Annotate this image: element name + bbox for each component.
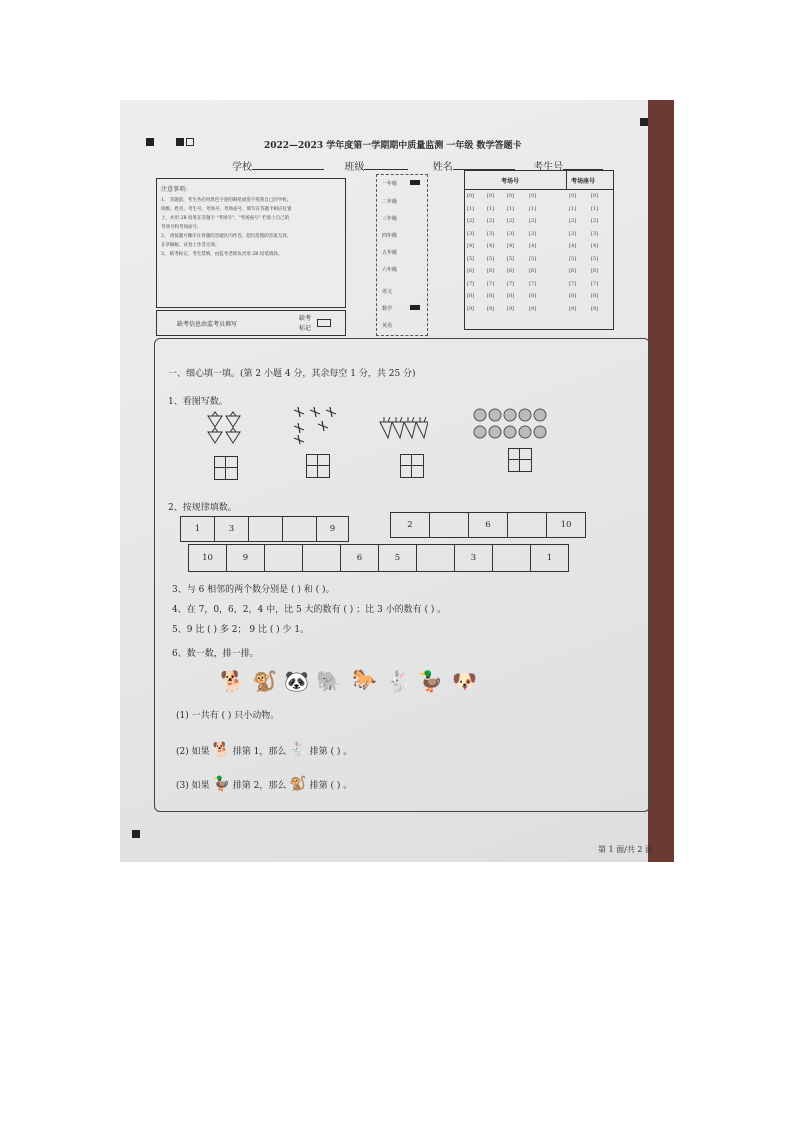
digit-bubble[interactable]: [9] [529, 305, 537, 312]
monkey-icon: 🐒 [252, 669, 277, 693]
digit-bubble[interactable]: [0] [487, 193, 495, 199]
digit-bubble[interactable]: [3] [591, 230, 599, 237]
digit-bubble[interactable]: [6] [591, 268, 599, 274]
alignment-mark [640, 118, 648, 126]
digit-bubble[interactable]: [8] [569, 293, 577, 299]
digit-bubble[interactable]: [7] [529, 280, 537, 287]
absent-info-box [156, 310, 346, 336]
notice-line: 上，并用 2B 铅笔在答题卡 "考场号"、"考场座号" 栏涂上自己的 [161, 216, 290, 221]
alignment-mark [176, 138, 184, 146]
digit-bubble[interactable]: [2] [487, 218, 495, 224]
sequence-cell: 6 [341, 545, 379, 571]
sequence-row-2 [390, 512, 586, 538]
digit-bubble[interactable]: [0] [507, 193, 515, 199]
grade-filled-mark[interactable] [410, 180, 420, 185]
digit-bubble[interactable]: [6] [569, 268, 577, 274]
sequence-cell: 6 [469, 513, 508, 537]
alignment-mark [186, 138, 194, 146]
digit-bubble[interactable]: [3] [487, 230, 495, 237]
digit-bubble[interactable]: [0] [591, 193, 599, 199]
digit-bubble[interactable]: [5] [591, 255, 599, 262]
bubble-area [465, 193, 613, 325]
sequence-row-3 [188, 544, 569, 572]
dragonfly-group-icon [292, 404, 340, 444]
notice-line: 2、 请按题号顺序在各题的答题区内作答，超出范围的答案无效， [161, 234, 292, 239]
puppy-icon: 🐶 [452, 669, 477, 693]
grade-item[interactable]: 五年级 [382, 250, 398, 256]
digit-bubble[interactable]: [9] [467, 305, 475, 312]
digit-bubble[interactable]: [1] [529, 205, 537, 212]
rabbit-icon: 🐇 [289, 742, 307, 758]
question-6-3: (3) 如果 🦆 排第 2，那么 🐒 排第 ( ) 。 [176, 776, 353, 792]
digit-bubble[interactable]: [8] [487, 293, 495, 299]
sequence-blank[interactable] [249, 517, 283, 541]
digit-bubble[interactable]: [8] [591, 293, 599, 299]
digit-bubble[interactable]: [6] [507, 268, 515, 274]
subject-filled-mark[interactable] [410, 305, 420, 310]
monkey-icon: 🐒 [289, 776, 307, 792]
sequence-blank[interactable] [265, 545, 303, 571]
sequence-cell: 1 [181, 517, 215, 541]
digit-bubble[interactable]: [2] [591, 218, 599, 224]
digit-bubble[interactable]: [4] [467, 243, 475, 249]
digit-bubble[interactable]: [5] [467, 255, 475, 262]
digit-bubble[interactable]: [0] [529, 193, 537, 199]
exam-no-field[interactable] [563, 160, 603, 170]
sequence-row-1 [180, 516, 349, 542]
duck-icon: 🦆 [418, 669, 443, 693]
panda-icon: 🐼 [284, 669, 309, 693]
digit-bubble[interactable]: [9] [507, 305, 515, 312]
digit-bubble[interactable]: [3] [507, 230, 515, 237]
name-field[interactable] [453, 160, 515, 170]
sequence-cell: 3 [215, 517, 249, 541]
alignment-mark [132, 830, 140, 838]
digit-bubble[interactable]: [6] [529, 268, 537, 274]
digit-bubble[interactable]: [4] [529, 243, 537, 249]
sheet-title: 2022—2023 学年度第一学期期中质量监测 一年级 数学答题卡 [264, 141, 522, 151]
elephant-icon: 🐘 [316, 669, 341, 693]
question-5: 5、9 比 ( ) 多 2； 9 比 ( ) 少 1。 [172, 625, 310, 635]
digit-bubble[interactable]: [0] [569, 193, 577, 199]
digit-bubble[interactable]: [5] [487, 255, 495, 262]
grade-item[interactable]: 四年级 [382, 233, 398, 239]
name-label: 姓名 [432, 162, 453, 173]
digit-bubble[interactable]: [5] [569, 255, 577, 262]
notice-line: 班级、姓名、考生号、考场号、考场座号，填写在答题卡相应位置 [161, 207, 292, 212]
digit-bubble[interactable]: [8] [467, 293, 475, 299]
digit-bubble[interactable]: [3] [569, 230, 577, 237]
notice-line: 考场号和考场座号。 [161, 225, 202, 230]
question-2: 2、按规律填数。 [168, 503, 237, 513]
digit-bubble[interactable]: [8] [529, 293, 537, 299]
absent-mark-label-1: 缺考 [299, 315, 312, 322]
sequence-cell: 1 [546, 553, 553, 563]
question-1: 1、看图写数。 [168, 397, 228, 407]
digit-bubble[interactable]: [7] [591, 280, 599, 287]
exam-no-label: 考生号 [533, 162, 564, 173]
duck-icon: 🦆 [212, 776, 230, 792]
subject-item: 数学 [382, 306, 393, 312]
digit-bubble[interactable]: [7] [569, 280, 577, 287]
school-field[interactable] [252, 160, 324, 170]
absent-info-label: 缺考信息由监考员填写 [177, 321, 238, 328]
answer-box[interactable] [400, 454, 424, 478]
page-footer: 第 1 面/共 2 面 [598, 845, 654, 854]
answer-sheet [120, 100, 654, 862]
digit-bubble[interactable]: [1] [591, 205, 599, 212]
exam-seat-header: 考场座号 [567, 171, 613, 190]
digit-bubble[interactable]: [3] [529, 230, 537, 237]
photo-edge [648, 100, 674, 862]
dog-icon: 🐕 [220, 669, 245, 693]
strawberry-group-icon [206, 410, 242, 446]
rabbit-icon: 🐇 [386, 669, 411, 693]
digit-bubble[interactable]: [1] [487, 205, 495, 212]
grade-item[interactable]: 三年级 [382, 216, 398, 222]
sequence-cell: 9 [329, 524, 336, 534]
digit-bubble[interactable]: [9] [591, 305, 599, 312]
sequence-blank[interactable] [417, 545, 455, 571]
notice-lines [161, 196, 345, 259]
digit-bubble[interactable]: [2] [569, 218, 577, 224]
sequence-cell: 3 [455, 545, 493, 571]
grade-item: 一年级 [382, 181, 398, 187]
notice-line: 1、 答题前，考生务必用黑色字迹的钢笔或签字笔将自己的学校、 [161, 198, 292, 203]
alignment-mark [146, 138, 154, 146]
digit-bubble[interactable]: [9] [569, 305, 577, 312]
digit-bubble[interactable]: [5] [529, 255, 537, 262]
digit-bubble[interactable]: [1] [507, 205, 515, 212]
question-6-2: (2) 如果 🐕 排第 1，那么 🐇 排第 ( ) 。 [176, 742, 353, 758]
digit-bubble[interactable]: [4] [591, 243, 599, 249]
circle-group-icon [472, 408, 552, 440]
question-3: 3、与 6 相邻的两个数分别是 ( ) 和 ( )。 [172, 585, 335, 595]
digit-bubble[interactable]: [7] [507, 280, 515, 287]
digit-bubble[interactable]: [1] [569, 205, 577, 212]
answer-box[interactable] [306, 454, 330, 478]
digit-bubble[interactable]: [4] [569, 243, 577, 249]
sequence-blank[interactable] [430, 513, 469, 537]
sequence-cell: 2 [391, 513, 430, 537]
question-4: 4、在 7，0，6，2，4 中，比 5 大的数有 ( ) ；比 3 小的数有 ( ) 。 [172, 605, 447, 615]
absent-mark-box[interactable] [317, 319, 331, 327]
absent-mark-label-2: 标记 [299, 325, 312, 332]
subject-item[interactable]: 语文 [382, 289, 393, 295]
answer-box[interactable] [214, 456, 238, 480]
digit-bubble[interactable]: [6] [487, 268, 495, 274]
sequence-blank[interactable] [508, 513, 547, 537]
horse-icon: 🐎 [352, 667, 377, 691]
notice-line: 3、 缺考标记，考生禁填，由监考老师负责用 2B 铅笔填涂。 [161, 252, 283, 257]
digit-bubble[interactable]: [6] [467, 268, 475, 274]
class-field[interactable] [364, 160, 408, 170]
sequence-blank[interactable] [283, 517, 317, 541]
sequence-cell: 10 [189, 545, 227, 571]
question-6: 6、数一数，排一排。 [172, 649, 259, 659]
exam-room-grid [464, 170, 614, 330]
question-6-1: (1) 一共有 ( ) 只小动物。 [176, 711, 280, 721]
digit-bubble[interactable]: [4] [487, 243, 495, 249]
grade-item[interactable]: 六年级 [382, 267, 398, 273]
digit-bubble[interactable]: [9] [487, 305, 495, 312]
carrot-group-icon [378, 416, 428, 440]
section1-heading: 一、细心填一填。(第 2 小题 4 分，其余每空 1 分，共 25 分) [168, 369, 416, 379]
digit-bubble[interactable]: [7] [467, 280, 475, 287]
grade-item[interactable]: 二年级 [382, 199, 398, 205]
digit-bubble[interactable]: [2] [507, 218, 515, 224]
digit-bubble[interactable]: [0] [467, 193, 475, 199]
notice-box [156, 178, 346, 308]
sequence-cell: 5 [379, 545, 417, 571]
exam-room-header: 考场号 [465, 171, 567, 190]
sequence-blank[interactable] [493, 545, 531, 571]
sequence-cell: 10 [560, 520, 572, 530]
sequence-cell: 9 [227, 545, 265, 571]
digit-bubble[interactable]: [5] [507, 255, 515, 262]
digit-bubble[interactable]: [2] [529, 218, 537, 224]
answer-box[interactable] [508, 448, 532, 472]
sequence-blank[interactable] [303, 545, 341, 571]
digit-bubble[interactable]: [4] [507, 243, 515, 249]
digit-bubble[interactable]: [7] [487, 280, 495, 287]
digit-bubble[interactable]: [1] [467, 205, 475, 212]
school-label: 学校 [232, 162, 252, 173]
dog-icon: 🐕 [212, 742, 230, 758]
digit-bubble[interactable]: [8] [507, 293, 515, 299]
notice-heading: 注意事项: [161, 186, 188, 193]
notice-line: 在草稿纸、试卷上作答无效。 [161, 243, 220, 248]
digit-bubble[interactable]: [2] [467, 218, 475, 224]
subject-item[interactable]: 英语 [382, 323, 393, 329]
digit-bubble[interactable]: [3] [467, 230, 475, 237]
class-label: 班级 [344, 162, 365, 173]
